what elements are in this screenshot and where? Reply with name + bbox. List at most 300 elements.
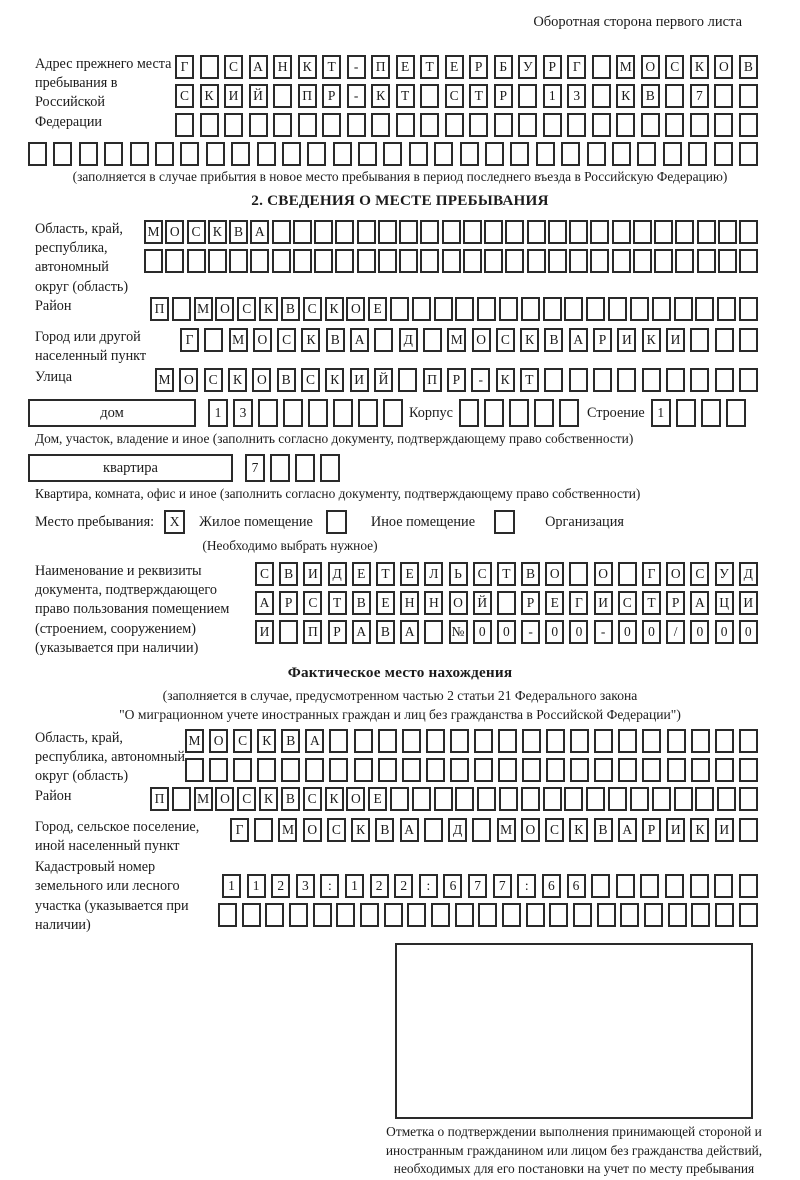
char-cell[interactable] <box>592 84 611 108</box>
char-cell[interactable] <box>739 328 758 352</box>
char-cell[interactable]: 7 <box>245 454 265 482</box>
char-cell[interactable] <box>204 328 223 352</box>
char-cell[interactable]: Р <box>447 368 466 392</box>
char-cell[interactable]: Н <box>424 591 443 615</box>
char-cell[interactable]: В <box>641 84 660 108</box>
char-cell[interactable]: 7 <box>493 874 512 898</box>
char-cell[interactable]: О <box>346 297 365 321</box>
char-cell[interactable] <box>378 220 397 244</box>
char-cell[interactable]: О <box>215 297 234 321</box>
char-cell[interactable] <box>522 729 541 753</box>
char-cell[interactable] <box>502 903 521 927</box>
char-cell[interactable]: В <box>739 55 758 79</box>
char-cell[interactable] <box>505 249 524 273</box>
char-cell[interactable]: М <box>194 787 213 811</box>
char-cell[interactable]: Й <box>473 591 492 615</box>
char-cell[interactable]: К <box>569 818 588 842</box>
char-cell[interactable]: К <box>259 787 278 811</box>
char-cell[interactable] <box>499 297 518 321</box>
char-cell[interactable]: К <box>520 328 539 352</box>
char-cell[interactable]: С <box>303 787 322 811</box>
char-cell[interactable] <box>329 729 348 753</box>
char-cell[interactable]: О <box>545 562 564 586</box>
char-cell[interactable]: 6 <box>443 874 462 898</box>
char-cell[interactable] <box>630 787 649 811</box>
char-cell[interactable] <box>543 113 562 137</box>
char-cell[interactable] <box>384 903 403 927</box>
char-cell[interactable]: О <box>714 55 733 79</box>
char-cell[interactable] <box>665 874 684 898</box>
char-cell[interactable] <box>378 758 397 782</box>
char-cell[interactable]: К <box>228 368 247 392</box>
char-cell[interactable]: И <box>303 562 322 586</box>
char-cell[interactable] <box>652 787 671 811</box>
char-cell[interactable]: С <box>237 787 256 811</box>
char-cell[interactable] <box>691 758 710 782</box>
char-cell[interactable]: Н <box>400 591 419 615</box>
char-cell[interactable] <box>229 249 248 273</box>
char-cell[interactable]: К <box>642 328 661 352</box>
char-cell[interactable]: У <box>715 562 734 586</box>
char-cell[interactable] <box>573 903 592 927</box>
char-cell[interactable]: / <box>666 620 685 644</box>
char-cell[interactable] <box>298 113 317 137</box>
char-cell[interactable] <box>273 113 292 137</box>
char-cell[interactable] <box>402 729 421 753</box>
char-cell[interactable] <box>423 328 442 352</box>
char-cell[interactable]: И <box>715 818 734 842</box>
char-cell[interactable]: О <box>521 818 540 842</box>
char-cell[interactable] <box>282 142 301 166</box>
char-cell[interactable] <box>697 249 716 273</box>
char-cell[interactable] <box>612 249 631 273</box>
char-cell[interactable] <box>358 399 378 427</box>
char-cell[interactable] <box>690 368 709 392</box>
char-cell[interactable]: Р <box>279 591 298 615</box>
char-cell[interactable] <box>564 787 583 811</box>
char-cell[interactable] <box>308 399 328 427</box>
char-cell[interactable]: К <box>690 818 709 842</box>
char-cell[interactable]: С <box>204 368 223 392</box>
char-cell[interactable] <box>697 220 716 244</box>
char-cell[interactable]: Т <box>420 55 439 79</box>
char-cell[interactable]: К <box>371 84 390 108</box>
char-cell[interactable]: П <box>298 84 317 108</box>
char-cell[interactable] <box>739 297 758 321</box>
char-cell[interactable] <box>505 220 524 244</box>
char-cell[interactable]: С <box>545 818 564 842</box>
char-cell[interactable] <box>715 368 734 392</box>
char-cell[interactable]: В <box>281 787 300 811</box>
char-cell[interactable] <box>569 220 588 244</box>
char-cell[interactable]: 2 <box>394 874 413 898</box>
char-cell[interactable] <box>398 368 417 392</box>
char-cell[interactable]: 0 <box>569 620 588 644</box>
char-cell[interactable] <box>412 297 431 321</box>
char-cell[interactable]: Й <box>374 368 393 392</box>
char-cell[interactable]: К <box>690 55 709 79</box>
char-cell[interactable] <box>739 729 758 753</box>
char-cell[interactable]: С <box>187 220 206 244</box>
char-cell[interactable] <box>739 758 758 782</box>
char-cell[interactable]: 0 <box>473 620 492 644</box>
char-cell[interactable]: М <box>185 729 204 753</box>
char-cell[interactable]: Й <box>249 84 268 108</box>
char-cell[interactable] <box>666 368 685 392</box>
char-cell[interactable] <box>485 142 504 166</box>
char-cell[interactable]: 3 <box>233 399 253 427</box>
char-cell[interactable]: Р <box>322 84 341 108</box>
char-cell[interactable] <box>333 142 352 166</box>
char-cell[interactable] <box>305 758 324 782</box>
char-cell[interactable] <box>642 729 661 753</box>
char-cell[interactable] <box>378 729 397 753</box>
char-cell[interactable]: Р <box>521 591 540 615</box>
char-cell[interactable] <box>715 903 734 927</box>
char-cell[interactable]: Е <box>352 562 371 586</box>
char-cell[interactable] <box>633 249 652 273</box>
char-cell[interactable] <box>597 903 616 927</box>
char-cell[interactable] <box>527 220 546 244</box>
char-cell[interactable] <box>371 113 390 137</box>
char-cell[interactable] <box>569 562 588 586</box>
char-cell[interactable] <box>499 787 518 811</box>
char-cell[interactable]: М <box>616 55 635 79</box>
char-cell[interactable]: Р <box>494 84 513 108</box>
char-cell[interactable] <box>739 787 758 811</box>
char-cell[interactable]: В <box>281 297 300 321</box>
char-cell[interactable]: - <box>594 620 613 644</box>
char-cell[interactable]: А <box>618 818 637 842</box>
char-cell[interactable] <box>527 249 546 273</box>
char-cell[interactable] <box>224 113 243 137</box>
char-cell[interactable] <box>510 142 529 166</box>
char-cell[interactable] <box>477 297 496 321</box>
char-cell[interactable]: О <box>252 368 271 392</box>
char-cell[interactable]: И <box>617 328 636 352</box>
char-cell[interactable] <box>257 142 276 166</box>
char-cell[interactable] <box>472 818 491 842</box>
char-cell[interactable] <box>594 729 613 753</box>
char-cell[interactable] <box>233 758 252 782</box>
char-cell[interactable] <box>590 220 609 244</box>
char-cell[interactable] <box>714 142 733 166</box>
char-cell[interactable]: 3 <box>296 874 315 898</box>
char-cell[interactable] <box>357 249 376 273</box>
char-cell[interactable]: В <box>352 591 371 615</box>
char-cell[interactable]: 2 <box>271 874 290 898</box>
char-cell[interactable] <box>272 249 291 273</box>
char-cell[interactable] <box>477 787 496 811</box>
char-cell[interactable] <box>641 113 660 137</box>
char-cell[interactable]: 0 <box>739 620 758 644</box>
char-cell[interactable]: Н <box>273 55 292 79</box>
char-cell[interactable]: Р <box>469 55 488 79</box>
char-cell[interactable]: Г <box>567 55 586 79</box>
char-cell[interactable]: К <box>325 368 344 392</box>
char-cell[interactable]: С <box>237 297 256 321</box>
char-cell[interactable] <box>455 297 474 321</box>
char-cell[interactable] <box>593 368 612 392</box>
char-cell[interactable] <box>739 368 758 392</box>
char-cell[interactable] <box>718 220 737 244</box>
char-cell[interactable]: П <box>303 620 322 644</box>
char-cell[interactable]: - <box>471 368 490 392</box>
char-cell[interactable]: Р <box>543 55 562 79</box>
char-cell[interactable] <box>608 297 627 321</box>
char-cell[interactable] <box>399 249 418 273</box>
char-cell[interactable]: Е <box>545 591 564 615</box>
char-cell[interactable]: М <box>144 220 163 244</box>
char-cell[interactable] <box>450 758 469 782</box>
char-cell[interactable] <box>130 142 149 166</box>
char-cell[interactable]: С <box>690 562 709 586</box>
char-cell[interactable]: : <box>419 874 438 898</box>
char-cell[interactable] <box>463 220 482 244</box>
char-cell[interactable] <box>674 787 693 811</box>
char-cell[interactable] <box>543 787 562 811</box>
char-cell[interactable] <box>420 84 439 108</box>
char-cell[interactable]: П <box>150 787 169 811</box>
char-cell[interactable]: Р <box>666 591 685 615</box>
char-cell[interactable]: Г <box>642 562 661 586</box>
char-cell[interactable] <box>617 368 636 392</box>
char-cell[interactable] <box>460 142 479 166</box>
char-cell[interactable] <box>608 787 627 811</box>
char-cell[interactable] <box>570 758 589 782</box>
char-cell[interactable] <box>633 220 652 244</box>
char-cell[interactable]: И <box>224 84 243 108</box>
char-cell[interactable] <box>175 113 194 137</box>
char-cell[interactable] <box>518 113 537 137</box>
char-cell[interactable] <box>206 142 225 166</box>
char-cell[interactable] <box>739 249 758 273</box>
char-cell[interactable]: К <box>496 368 515 392</box>
char-cell[interactable] <box>569 368 588 392</box>
char-cell[interactable] <box>521 297 540 321</box>
char-cell[interactable]: С <box>277 328 296 352</box>
char-cell[interactable] <box>313 903 332 927</box>
char-cell[interactable]: Ц <box>715 591 734 615</box>
char-cell[interactable] <box>257 758 276 782</box>
char-cell[interactable]: № <box>449 620 468 644</box>
char-cell[interactable] <box>293 220 312 244</box>
char-cell[interactable]: Г <box>569 591 588 615</box>
char-cell[interactable] <box>592 113 611 137</box>
char-cell[interactable] <box>354 729 373 753</box>
char-cell[interactable] <box>144 249 163 273</box>
char-cell[interactable] <box>498 758 517 782</box>
char-cell[interactable] <box>536 142 555 166</box>
char-cell[interactable]: И <box>666 328 685 352</box>
char-cell[interactable] <box>484 220 503 244</box>
char-cell[interactable]: И <box>666 818 685 842</box>
char-cell[interactable] <box>79 142 98 166</box>
char-cell[interactable] <box>390 297 409 321</box>
char-cell[interactable] <box>469 113 488 137</box>
char-cell[interactable] <box>612 142 631 166</box>
char-cell[interactable]: 1 <box>651 399 671 427</box>
char-cell[interactable] <box>383 142 402 166</box>
char-cell[interactable]: И <box>350 368 369 392</box>
char-cell[interactable]: О <box>215 787 234 811</box>
char-cell[interactable] <box>187 249 206 273</box>
char-cell[interactable] <box>333 399 353 427</box>
char-cell[interactable] <box>688 142 707 166</box>
char-cell[interactable] <box>690 874 709 898</box>
char-cell[interactable]: И <box>594 591 613 615</box>
char-cell[interactable]: С <box>175 84 194 108</box>
char-cell[interactable] <box>590 249 609 273</box>
char-cell[interactable] <box>218 903 237 927</box>
char-cell[interactable]: А <box>400 818 419 842</box>
char-cell[interactable]: 3 <box>567 84 586 108</box>
char-cell[interactable] <box>420 113 439 137</box>
char-cell[interactable]: 0 <box>618 620 637 644</box>
char-cell[interactable]: Л <box>424 562 443 586</box>
char-cell[interactable] <box>564 297 583 321</box>
char-cell[interactable] <box>242 903 261 927</box>
char-cell[interactable]: М <box>194 297 213 321</box>
char-cell[interactable]: Е <box>368 297 387 321</box>
char-cell[interactable]: С <box>618 591 637 615</box>
char-cell[interactable]: С <box>255 562 274 586</box>
char-cell[interactable] <box>208 249 227 273</box>
char-cell[interactable]: О <box>209 729 228 753</box>
char-cell[interactable] <box>295 454 315 482</box>
char-cell[interactable] <box>314 249 333 273</box>
char-cell[interactable] <box>616 113 635 137</box>
char-cell[interactable]: О <box>641 55 660 79</box>
char-cell[interactable]: П <box>371 55 390 79</box>
char-cell[interactable] <box>526 903 545 927</box>
char-cell[interactable]: М <box>229 328 248 352</box>
char-cell[interactable]: А <box>569 328 588 352</box>
char-cell[interactable]: В <box>326 328 345 352</box>
char-cell[interactable]: К <box>325 297 344 321</box>
char-cell[interactable] <box>289 903 308 927</box>
char-cell[interactable]: Е <box>396 55 415 79</box>
char-cell[interactable]: О <box>472 328 491 352</box>
char-cell[interactable] <box>270 454 290 482</box>
char-cell[interactable]: Ь <box>449 562 468 586</box>
char-cell[interactable]: 1 <box>222 874 241 898</box>
char-cell[interactable]: С <box>665 55 684 79</box>
char-cell[interactable]: Б <box>494 55 513 79</box>
char-cell[interactable] <box>644 903 663 927</box>
char-cell[interactable] <box>442 220 461 244</box>
char-cell[interactable] <box>642 758 661 782</box>
char-cell[interactable] <box>200 55 219 79</box>
char-cell[interactable] <box>390 787 409 811</box>
char-cell[interactable] <box>663 142 682 166</box>
char-cell[interactable] <box>281 758 300 782</box>
char-cell[interactable] <box>543 297 562 321</box>
char-cell[interactable] <box>691 729 710 753</box>
char-cell[interactable] <box>474 758 493 782</box>
char-cell[interactable] <box>455 903 474 927</box>
char-cell[interactable] <box>322 113 341 137</box>
char-cell[interactable]: 1 <box>345 874 364 898</box>
char-cell[interactable] <box>714 84 733 108</box>
char-cell[interactable]: Р <box>642 818 661 842</box>
char-cell[interactable] <box>335 249 354 273</box>
char-cell[interactable] <box>739 220 758 244</box>
char-cell[interactable] <box>358 142 377 166</box>
char-cell[interactable] <box>329 758 348 782</box>
char-cell[interactable] <box>165 249 184 273</box>
char-cell[interactable] <box>640 874 659 898</box>
char-cell[interactable] <box>569 249 588 273</box>
char-cell[interactable]: В <box>281 729 300 753</box>
char-cell[interactable]: С <box>445 84 464 108</box>
char-cell[interactable] <box>690 113 709 137</box>
char-cell[interactable]: 1 <box>208 399 228 427</box>
char-cell[interactable]: В <box>375 818 394 842</box>
char-cell[interactable] <box>254 818 273 842</box>
checkbox-zhiloe[interactable]: X <box>164 510 185 534</box>
char-cell[interactable] <box>455 787 474 811</box>
char-cell[interactable]: 0 <box>497 620 516 644</box>
char-cell[interactable] <box>314 220 333 244</box>
char-cell[interactable]: С <box>473 562 492 586</box>
char-cell[interactable] <box>714 113 733 137</box>
char-cell[interactable] <box>478 903 497 927</box>
char-cell[interactable]: О <box>253 328 272 352</box>
char-cell[interactable]: - <box>521 620 540 644</box>
char-cell[interactable] <box>450 729 469 753</box>
char-cell[interactable] <box>320 454 340 482</box>
char-cell[interactable]: С <box>301 368 320 392</box>
char-cell[interactable] <box>691 903 710 927</box>
char-cell[interactable]: Т <box>322 55 341 79</box>
char-cell[interactable] <box>701 399 721 427</box>
char-cell[interactable]: С <box>224 55 243 79</box>
char-cell[interactable]: О <box>303 818 322 842</box>
char-cell[interactable] <box>357 220 376 244</box>
char-cell[interactable]: 2 <box>370 874 389 898</box>
char-cell[interactable]: Е <box>445 55 464 79</box>
char-cell[interactable]: Т <box>328 591 347 615</box>
char-cell[interactable] <box>690 328 709 352</box>
char-cell[interactable] <box>654 220 673 244</box>
char-cell[interactable] <box>412 787 431 811</box>
char-cell[interactable] <box>155 142 174 166</box>
char-cell[interactable] <box>442 249 461 273</box>
char-cell[interactable]: К <box>325 787 344 811</box>
char-cell[interactable]: М <box>155 368 174 392</box>
char-cell[interactable] <box>484 399 504 427</box>
char-cell[interactable] <box>594 758 613 782</box>
char-cell[interactable] <box>307 142 326 166</box>
char-cell[interactable] <box>431 903 450 927</box>
char-cell[interactable] <box>674 297 693 321</box>
char-cell[interactable]: О <box>346 787 365 811</box>
char-cell[interactable] <box>549 903 568 927</box>
char-cell[interactable]: Т <box>469 84 488 108</box>
char-cell[interactable]: К <box>616 84 635 108</box>
char-cell[interactable] <box>717 297 736 321</box>
char-cell[interactable] <box>272 220 291 244</box>
char-cell[interactable] <box>618 758 637 782</box>
checkbox-organizatsiya[interactable] <box>494 510 515 534</box>
char-cell[interactable]: 1 <box>543 84 562 108</box>
char-cell[interactable] <box>258 399 278 427</box>
char-cell[interactable]: Д <box>328 562 347 586</box>
char-cell[interactable] <box>209 758 228 782</box>
char-cell[interactable] <box>570 729 589 753</box>
char-cell[interactable]: Е <box>400 562 419 586</box>
